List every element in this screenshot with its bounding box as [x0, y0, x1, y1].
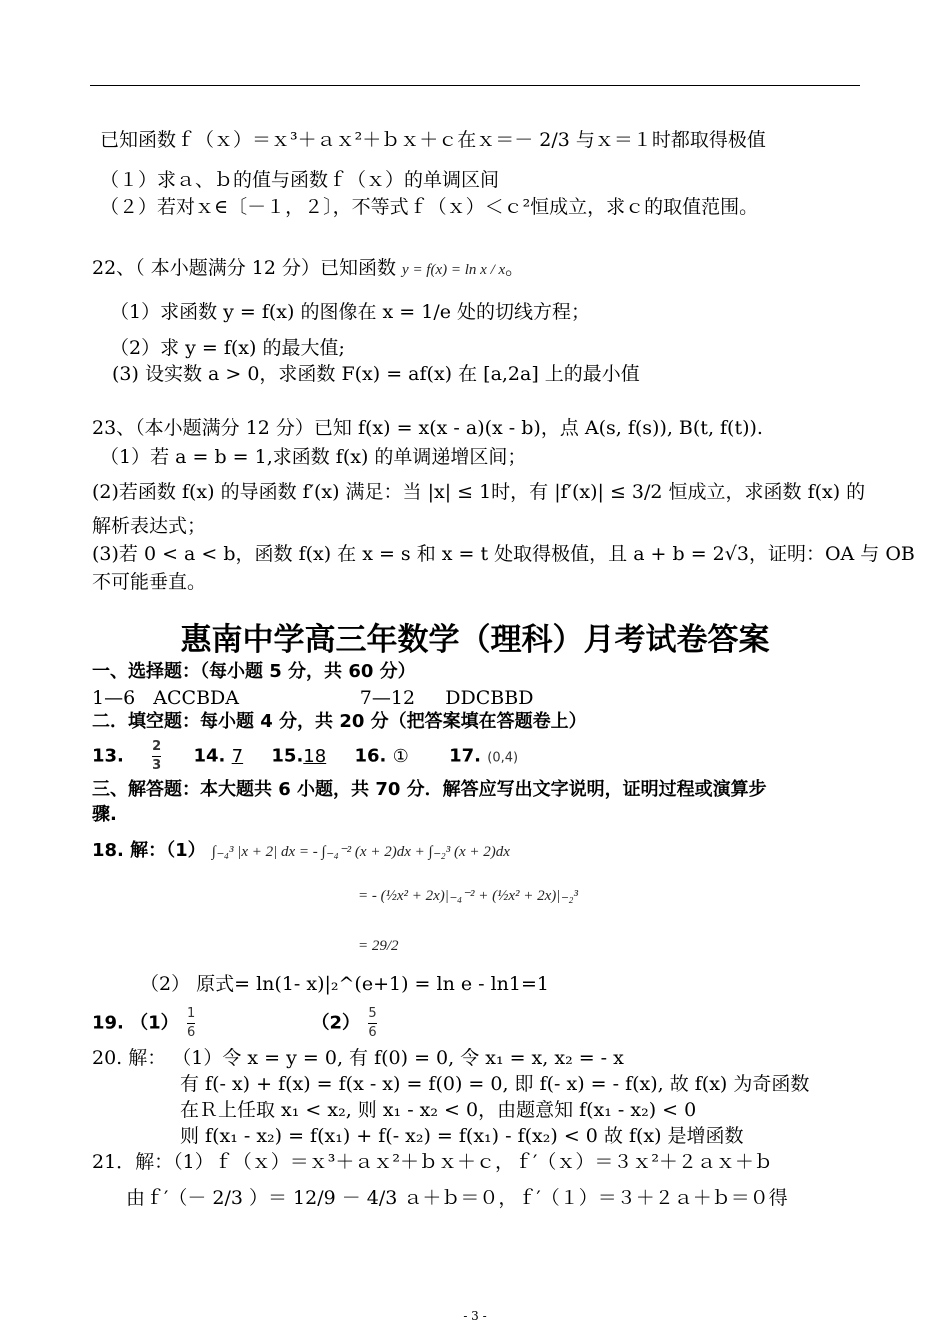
q23-part1: （1）若 a = b = 1,求函数 f(x) 的单调递增区间； — [100, 446, 527, 468]
page-number: - 3 - — [463, 1309, 487, 1323]
q20-line3: 在Ｒ上任取 x₁ < x₂, 则 x₁ - x₂ < 0，由题意知 f(x₁ - x₂) < 0 — [180, 1099, 697, 1121]
q18-solution-line3: = 29/2 — [358, 938, 399, 954]
q21-solution-line2: 由ｆ′（－ 2/3 ）＝ 12/9 － 4/3 ａ＋ｂ＝０，ｆ′（１）＝３＋２ａ＋ｂ＝０得 — [126, 1187, 788, 1209]
q22-part1: （1）求函数 y = f(x) 的图像在 x = 1/e 处的切线方程； — [110, 301, 591, 323]
q22-part3: (3) 设实数 a > 0，求函数 F(x) = af(x) 在 [a,2a] 上的最小值 — [112, 363, 640, 385]
fill-answers: 13. $\frac{2}{3}$ 14. 7 15.18 16. ① 17. (0,4) — [92, 739, 519, 773]
q23-part3-cont: 不可能垂直。 — [92, 571, 207, 593]
q22-part2: （2）求 y = f(x) 的最大值; — [110, 337, 345, 359]
q21-solution-line1: 21．解：（1）ｆ（ｘ）＝ｘ³＋ａｘ²＋ｂｘ＋ｃ，ｆ′（ｘ）＝３ｘ²＋２ａｘ＋ｂ — [92, 1151, 773, 1173]
q18-part2: （2） 原式= ln(1- x)|₂^(e+1) = ln e - ln1=1 — [140, 973, 550, 995]
section1-heading: 一、选择题：（每小题 5 分，共 60 分） — [92, 661, 416, 682]
header-rule — [90, 85, 860, 86]
q20-line1: 20. 解： （1）令 x = y = 0, 有 f(0) = 0, 令 x₁ = x, x₂ = - x — [92, 1047, 624, 1069]
section1-answers: 1—6 ACCBDA 7—12 DDCBBD — [92, 687, 534, 709]
section2-heading: 二．填空题：每小题 4 分，共 20 分（把答案填在答题卷上） — [92, 711, 587, 732]
q23-part3: (3)若 0 < a < b，函数 f(x) 在 x = s 和 x = t 处取得极值，且 a + b = 2√3，证明：OA 与 OB — [92, 543, 915, 565]
section3-heading: 三、解答题：本大题共 6 小题，共 70 分．解答应写出文字说明，证明过程或演算步 — [92, 779, 767, 800]
q23-part2-cont: 解析表达式； — [92, 515, 207, 537]
q18-solution-line1: 18. 解：（1） ∫₋₄³ |x + 2| dx = - ∫₋₄⁻² (x + 2)dx + ∫₋₂³ (x + 2)dx — [92, 840, 510, 861]
q19-answer: 19. （1） $\frac{1}{6}$ （2） $\frac{5}{6}$ — [92, 1006, 377, 1040]
q22-heading: 22、（ 本小题满分 12 分）已知函数 y = f(x) = ln x / x。 — [92, 257, 525, 279]
q20-line4: 则 f(x₁ - x₂) = f(x₁) + f(- x₂) = f(x₁) - f(x₂) < 0 故 f(x) 是增函数 — [180, 1125, 744, 1147]
q20-line2: 有 f(- x) + f(x) = f(x - x) = f(0) = 0, 即 f(- x) = - f(x), 故 f(x) 为奇函数 — [180, 1073, 810, 1095]
q21-part2: （２）若对ｘ∈〔－１，２〕，不等式ｆ（ｘ）＜ｃ²恒成立，求ｃ的取值范围。 — [100, 196, 759, 218]
answer-title: 惠南中学高三年数学（理科）月考试卷答案 — [180, 622, 770, 658]
q23-heading: 23、（本小题满分 12 分）已知 f(x) = x(x - a)(x - b)，点 A(s, f(s)), B(t, f(t)). — [92, 417, 763, 439]
section3-heading-cont: 骤. — [92, 804, 117, 825]
q21-part1: （１）求ａ、ｂ的值与函数ｆ（ｘ）的单调区间 — [100, 169, 500, 191]
q23-part2: (2)若函数 f(x) 的导函数 f′(x) 满足：当 |x| ≤ 1时，有 |f′(x)| ≤ 3/2 恒成立，求函数 f(x) 的 — [92, 481, 866, 503]
q21-intro: 已知函数ｆ（ｘ）＝ｘ³＋ａｘ²＋ｂｘ＋ｃ在ｘ＝－ 2/3 与ｘ＝１时都取得极值 — [100, 129, 766, 151]
q18-solution-line2: = - (½x² + 2x)|₋₄⁻² + (½x² + 2x)|₋₂³ — [358, 888, 579, 904]
